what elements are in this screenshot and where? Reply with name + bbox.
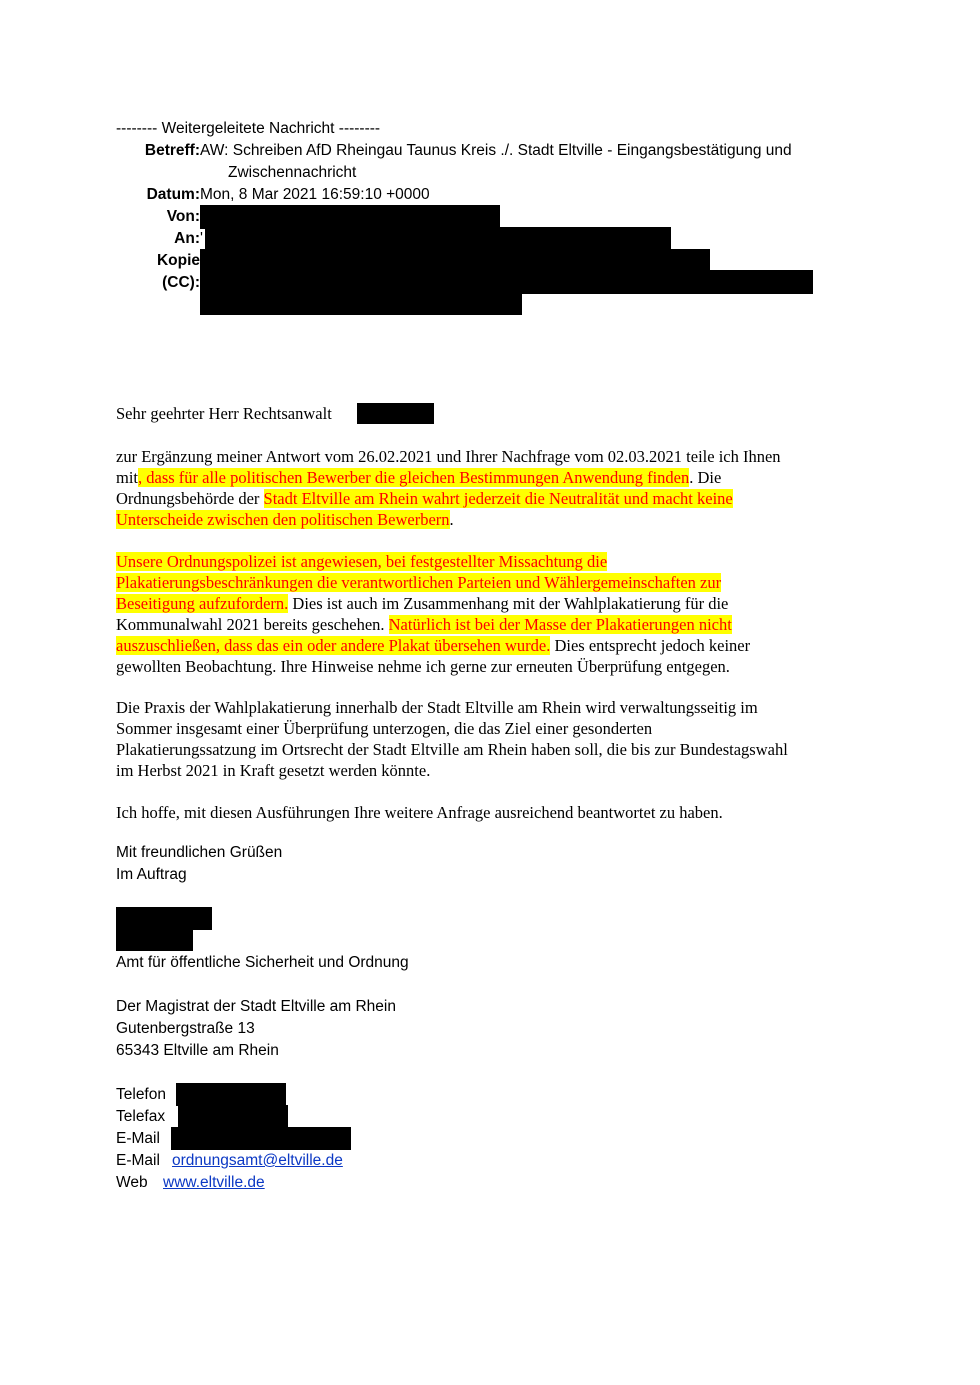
subject-label: Betreff: [144, 142, 200, 159]
cc-label: Kopie (CC): [156, 252, 200, 291]
phone-label: Telefon [116, 1086, 166, 1103]
p2-line-5-highlight: auszuschließen, dass das ein oder andere Plakat übersehen wurde. [116, 636, 551, 655]
p2-line-5 [116, 635, 750, 656]
closing-greeting: Mit freundlichen Grüßen [116, 844, 283, 861]
p1-line-4-text-b: . [449, 510, 454, 529]
p1-line-2 [116, 467, 721, 488]
email-label: E-Mail [116, 1130, 160, 1147]
p1-line-3 [116, 488, 733, 509]
city-address: 65343 Eltville am Rhein [116, 1042, 279, 1059]
p1-line-4 [116, 509, 454, 530]
fax-redaction [178, 1105, 288, 1128]
p2-line-6: gewollten Beobachtung. Ihre Hinweise nehme ich gerne zur erneuten Überprüfung entgegen. [116, 657, 730, 676]
to-redaction [205, 227, 671, 251]
p2-line-3-highlight: Beseitigung aufzufordern. [116, 594, 289, 613]
email-link[interactable]: ordnungsamt@eltville.de [172, 1152, 343, 1169]
fax-label: Telefax [116, 1108, 166, 1125]
p3-line-2: Sommer insgesamt einer Überprüfung unterzogen, die das Ziel einer gesonderten [116, 719, 653, 738]
p3-line-4: im Herbst 2021 in Kraft gesetzt werden könnte. [116, 761, 431, 780]
email2-label: E-Mail [116, 1152, 160, 1169]
p3-line-3: Plakatierungssatzung im Ortsrecht der Stadt Eltville am Rhein haben soll, die bis zur Bundestagswahl [116, 740, 788, 759]
forward-line: -------- Weitergeleitete Nachricht -------- [116, 120, 381, 137]
subject-line-1: AW: Schreiben AfD Rheingau Taunus Kreis ./. Stadt Eltville - Eingangsbestätigung und [200, 142, 792, 159]
department: Amt für öffentliche Sicherheit und Ordnung [116, 954, 409, 971]
p1-line-2-highlight: , dass für alle politischen Bewerber die gleichen Bestimmungen Anwendung finden [138, 468, 690, 487]
p2-line-1-highlight: Unsere Ordnungspolizei ist angewiesen, bei festgestellter Missachtung die [116, 552, 608, 571]
p2-line-4 [116, 614, 732, 635]
organization: Der Magistrat der Stadt Eltville am Rhein [116, 998, 396, 1015]
cc-redaction-2 [200, 270, 813, 294]
email-redaction [171, 1127, 351, 1150]
phone-redaction [176, 1083, 286, 1106]
cc-redaction-3 [200, 292, 522, 315]
p2-line-4-highlight: Natürlich ist bei der Masse der Plakatierungen nicht [388, 615, 732, 634]
recipient-redaction [357, 403, 434, 424]
p2-line-2-highlight: Plakatierungsbeschränkungen die verantwortlichen Parteien und Wählergemeinschaften zur [116, 573, 722, 592]
to-prefix: ' [200, 230, 203, 247]
salutation: Sehr geehrter Herr Rechtsanwalt [116, 404, 332, 423]
from-redaction [200, 205, 500, 229]
p1-line-3-highlight: Stadt Eltville am Rhein wahrt jederzeit die Neutralität und macht keine [263, 489, 733, 508]
p2-line-4-text-a: Kommunalwahl 2021 bereits geschehen. [116, 615, 389, 634]
p1-line-2-text-b: . Die [689, 468, 722, 487]
p2-line-1 [116, 551, 607, 572]
p1-line-4-highlight: Unterscheide zwischen den politischen Bewerbern [116, 510, 450, 529]
signer-redaction-2 [116, 929, 193, 951]
date-value: Mon, 8 Mar 2021 16:59:10 +0000 [200, 186, 430, 203]
signer-redaction-1 [116, 907, 212, 930]
p2-line-3 [116, 593, 728, 614]
p2-line-2 [116, 572, 721, 593]
p2-line-5-text-b: Dies entsprecht jedoch keiner [550, 636, 751, 655]
to-label: An: [174, 230, 200, 247]
from-label: Von: [166, 208, 200, 225]
p3-line-1: Die Praxis der Wahlplakatierung innerhalb der Stadt Eltville am Rhein wird verwaltungsseitig im [116, 698, 758, 717]
p1-line-2-text-a: mit [116, 468, 139, 487]
p2-line-3-text-b: Dies ist auch im Zusammenhang mit der Wahlplakatierung für die [288, 594, 729, 613]
p1-line-3-text-a: Ordnungsbehörde der [116, 489, 264, 508]
subject-line-2: Zwischennachricht [228, 164, 357, 181]
web-label: Web [116, 1174, 148, 1191]
p1-line-1: zur Ergänzung meiner Antwort vom 26.02.2021 und Ihrer Nachfrage vom 02.03.2021 teile ich Ihnen [116, 447, 781, 466]
date-label: Datum: [146, 186, 200, 203]
street-address: Gutenbergstraße 13 [116, 1020, 255, 1037]
closing-on-behalf: Im Auftrag [116, 866, 187, 883]
paragraph-4: Ich hoffe, mit diesen Ausführungen Ihre weitere Anfrage ausreichend beantwortet zu haben. [116, 803, 723, 822]
website-link[interactable]: www.eltville.de [163, 1174, 265, 1191]
